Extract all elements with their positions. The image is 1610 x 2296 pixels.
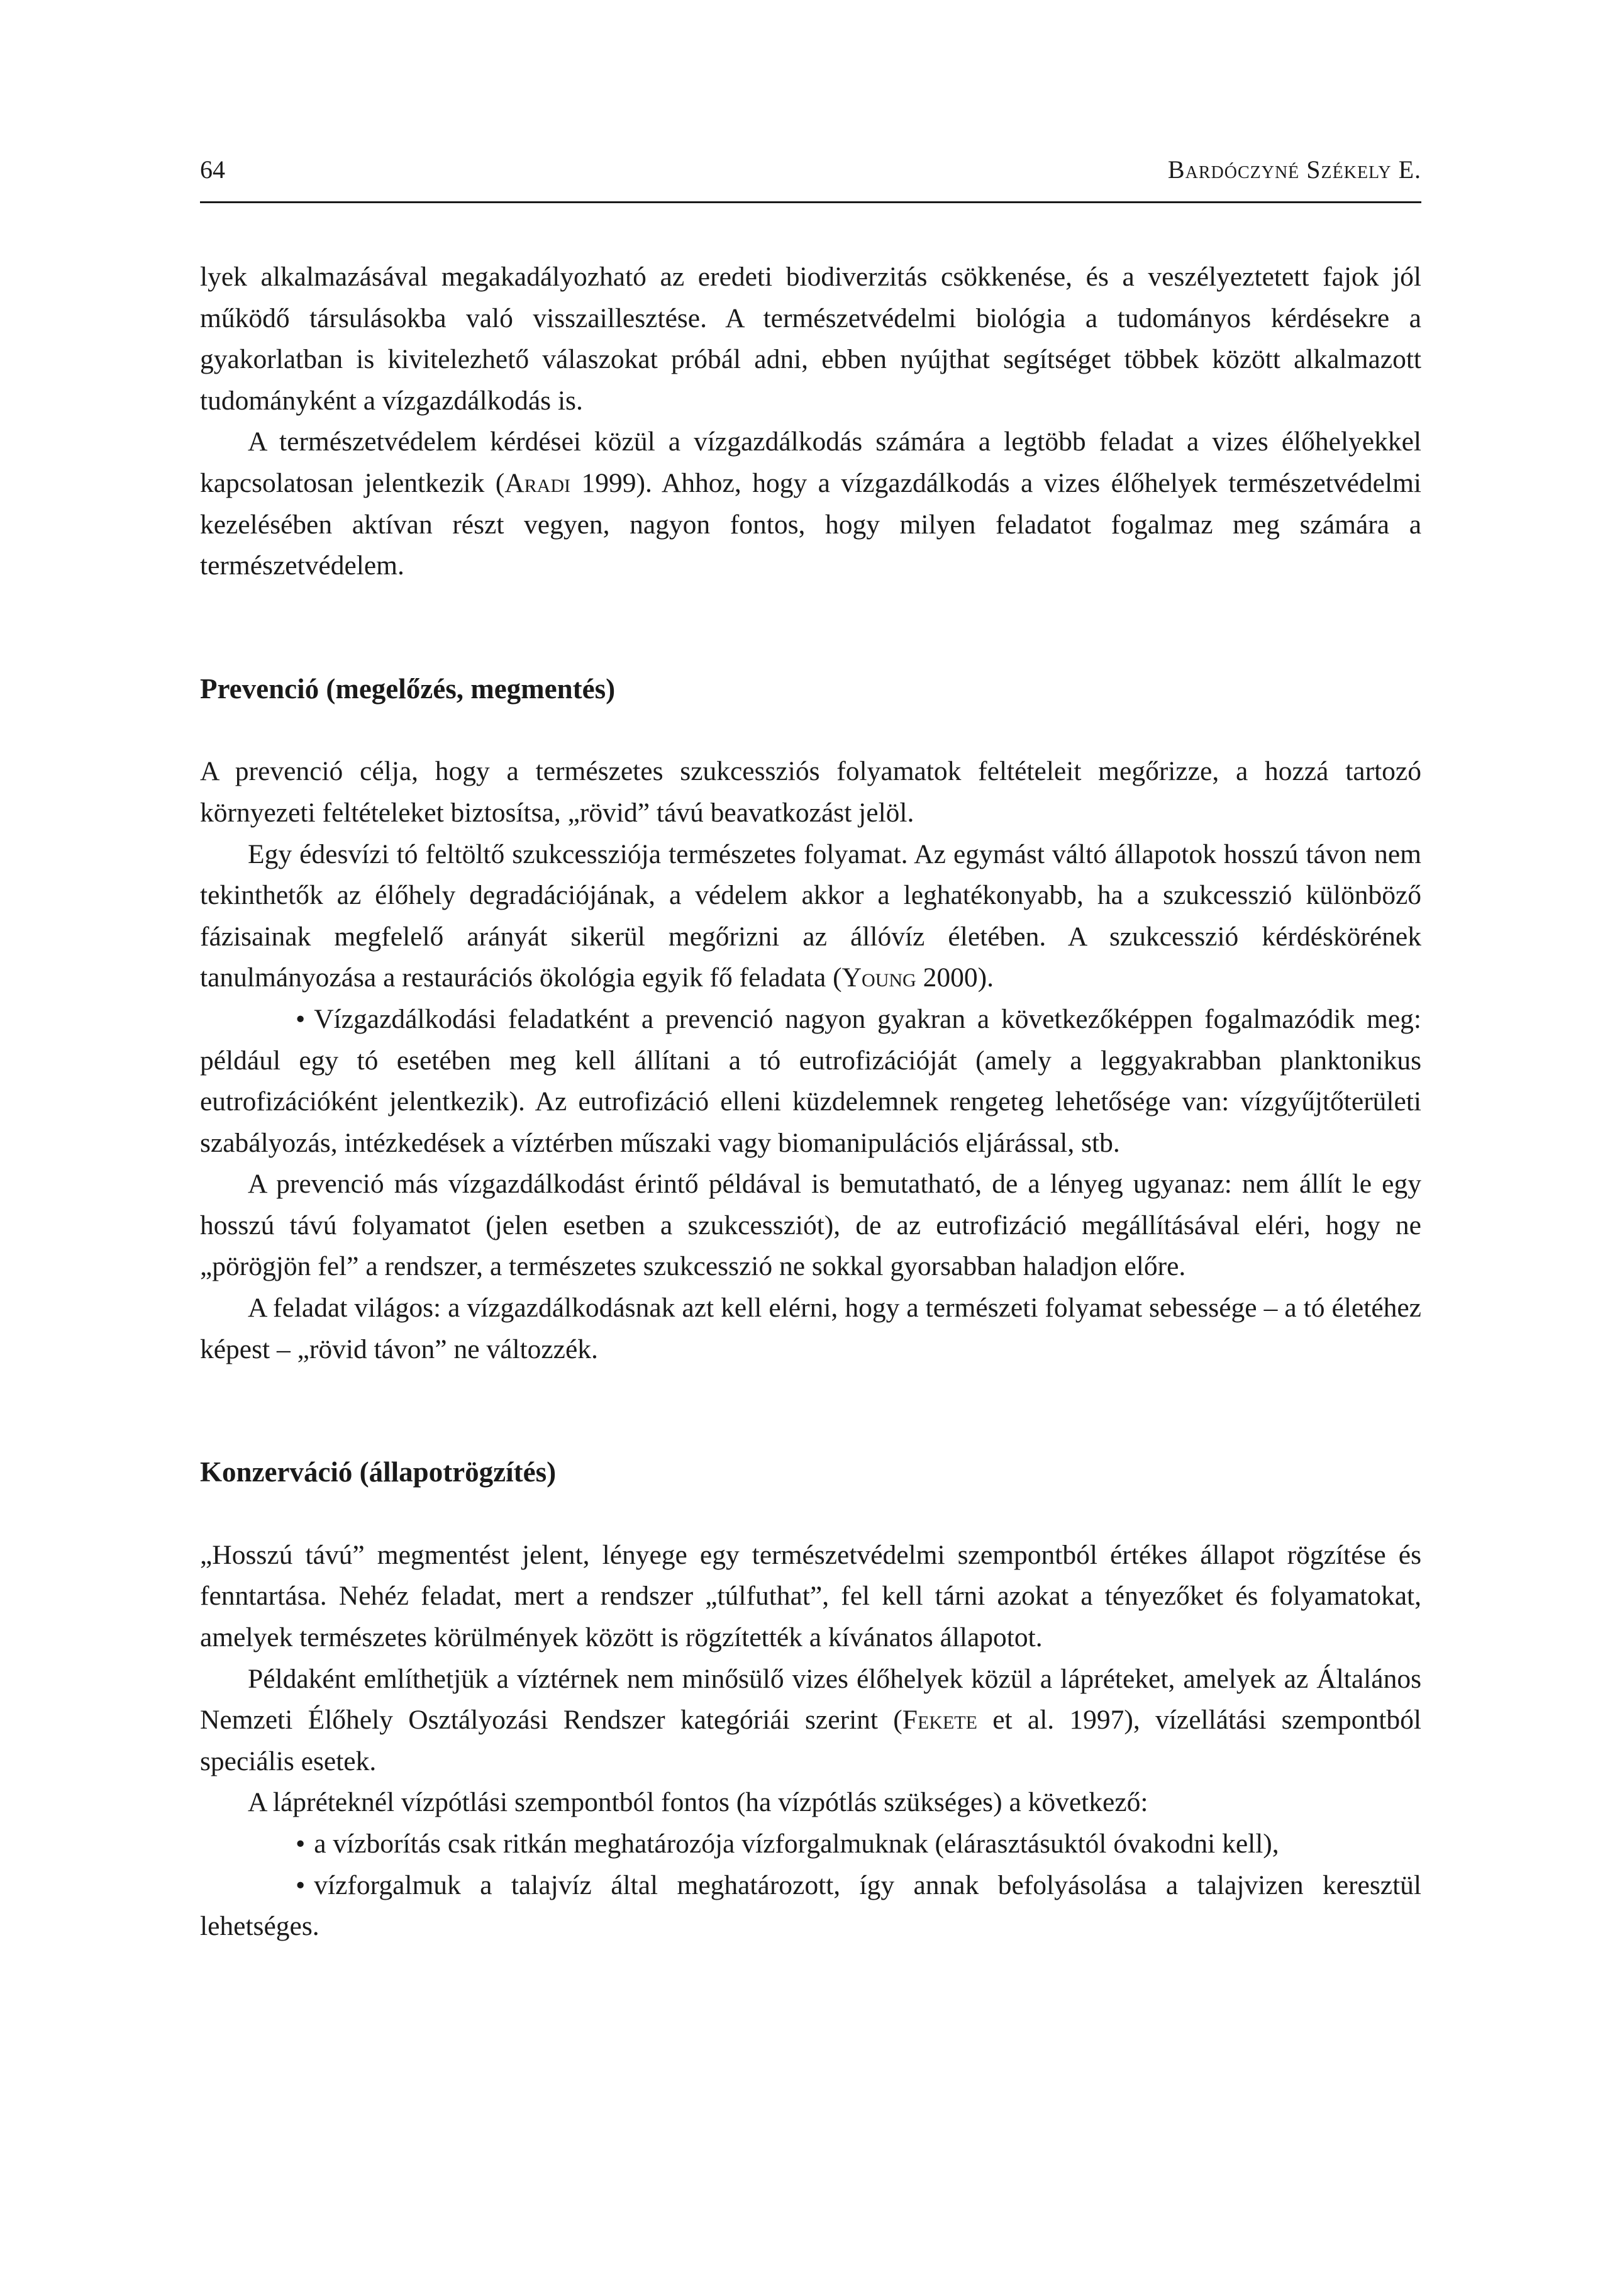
paragraph-conservation-definition: „Hosszú távú” megmentést jelent, lényege egy természetvédelmi szempontból értékes állapot rögzítése és fenntartása. Nehéz feladat, mert a rendszer „túlfuthat”, fel kell tárni azokat a tényezőket és folyamatokat, amelyek természetes körülmények között is rögzítették a kívánatos állapotot. xyxy=(200,1539,1421,1653)
body-text xyxy=(200,257,1421,1948)
bullet-icon: • xyxy=(296,1003,306,1034)
paragraph-succession xyxy=(200,834,1421,999)
text-run: et al. 1997), vízellátási szempontból speciális esetek. xyxy=(200,1705,1421,1776)
running-head-author: Bardóczyné Székely E. xyxy=(1167,155,1421,184)
paragraph-prevention-example: A prevenció más vízgazdálkodást érintő példával is bemutatható, de a lényeg ugyanaz: nem állít le egy hosszú távú folyamatot (jelen esetben a szukcessziót), de az eutrofizáció megállításával eléri, hogy ne „pörögjön fel” a rendszer, a természetes szukcesszió ne sokkal gyorsabban haladjon előre. xyxy=(200,1169,1421,1282)
list-item xyxy=(200,1865,1421,1948)
paragraph-eutrophication-bullet xyxy=(200,999,1421,1164)
running-head xyxy=(200,151,1421,189)
heading-spacer xyxy=(200,1493,1421,1535)
list-item xyxy=(200,1824,1421,1865)
heading-spacer xyxy=(200,710,1421,751)
text-run: 2000). xyxy=(916,962,994,993)
list-item-text: a vízborítás csak ritkán meghatározója vízforgalmuknak (elárasztásuktól óvakodni kell), xyxy=(314,1829,1279,1859)
text-run: A természetvédelem kérdései közül a vízgazdálkodás számára a legtöbb feladat a vizes élőhelyekkel kapcsolatosan jelentkezik ( xyxy=(200,426,1421,498)
citation-author: Fekete xyxy=(902,1705,977,1736)
citation-author: Aradi xyxy=(504,467,570,498)
text-run: Példaként említhetjük a víztérnek nem minősülő vizes élőhelyek közül a lápréteket, amelyek az Általános Nemzeti Élőhely Osztályozási Rendszer kategóriái szerint ( xyxy=(200,1663,1421,1736)
paragraph-prevention-goal: A prevenció célja, hogy a természetes szukcessziós folyamatok feltételeit megőrizze, a hozzá tartozó környezeti feltételeket biztosítsa, „rövid” távú beavatkozást jelöl. xyxy=(200,756,1421,828)
paragraph-intro-continued: lyek alkalmazásával megakadályozható az eredeti biodiverzitás csökkenése, és a veszélyeztetett fajok jól működő társulásokba való visszaillesztése. A természetvédelmi biológia a tudományos kérdésekre a gyakorlatban is kivitelezhető válaszokat próbál adni, ebben nyújthat segítséget többek között alkalmazott tudományként a vízgazdálkodás is. xyxy=(200,262,1421,416)
page-number: 64 xyxy=(200,155,225,184)
section-spacer xyxy=(200,587,1421,669)
section-heading-conservation: Konzerváció (állapotrögzítés) xyxy=(200,1456,557,1488)
paragraph-fen-meadows xyxy=(200,1659,1421,1783)
text-run: 1999). Ahhoz, hogy a vízgazdálkodás a vizes élőhelyek természetvédelmi kezelésében aktívan részt vegyen, nagyon fontos, hogy milyen feladatot fogalmaz meg számára a természetvédelem. xyxy=(200,467,1421,581)
text-run: Egy édesvízi tó feltöltő szukcessziója természetes folyamat. Az egymást váltó állapotok hosszú távon nem tekinthetők az élőhely degradációjának, a védelem akkor a leghatékonyabb, ha a szukcesszió különböző fázisainak megfelelő arányát sikerül megőrizni az állóvíz életében. A szukcesszió kérdéskörének tanulmányozása a restaurációs ökológia egyik fő feladata ( xyxy=(200,839,1421,993)
bullet-icon: • xyxy=(296,1870,306,1900)
bullet-icon: • xyxy=(296,1829,306,1859)
section-heading-prevention: Prevenció (megelőzés, megmentés) xyxy=(200,672,616,705)
header-rule xyxy=(200,201,1421,203)
list-item-text: vízforgalmuk a talajvíz által meghatározott, így annak befolyásolása a talajvizen keresztül lehetséges. xyxy=(200,1870,1421,1942)
paragraph-prevention-task: A feladat világos: a vízgazdálkodásnak azt kell elérni, hogy a természeti folyamat sebessége – a tó életéhez képest – „rövid távon” ne változzék. xyxy=(200,1293,1421,1364)
paragraph-water-supply-intro: A lápréteknél vízpótlási szempontból fontos (ha vízpótlás szükséges) a következő: xyxy=(248,1787,1148,1818)
section-spacer xyxy=(200,1370,1421,1452)
text-run: Vízgazdálkodási feladatként a prevenció nagyon gyakran a következőképpen fogalmazódik meg: például egy tó esetében meg kell állítani a tó eutrofizációját (amely a leggyakrabban planktonikus eutrofizációként jelentkezik). Az eutrofizáció elleni küzdelemnek rengeteg lehetősége van: vízgyűjtőterületi szabályozás, intézkedések a víztérben műszaki vagy biomanipulációs eljárással, stb. xyxy=(200,1003,1421,1158)
paragraph-intro-water-management xyxy=(200,421,1421,586)
citation-author: Young xyxy=(841,962,916,993)
